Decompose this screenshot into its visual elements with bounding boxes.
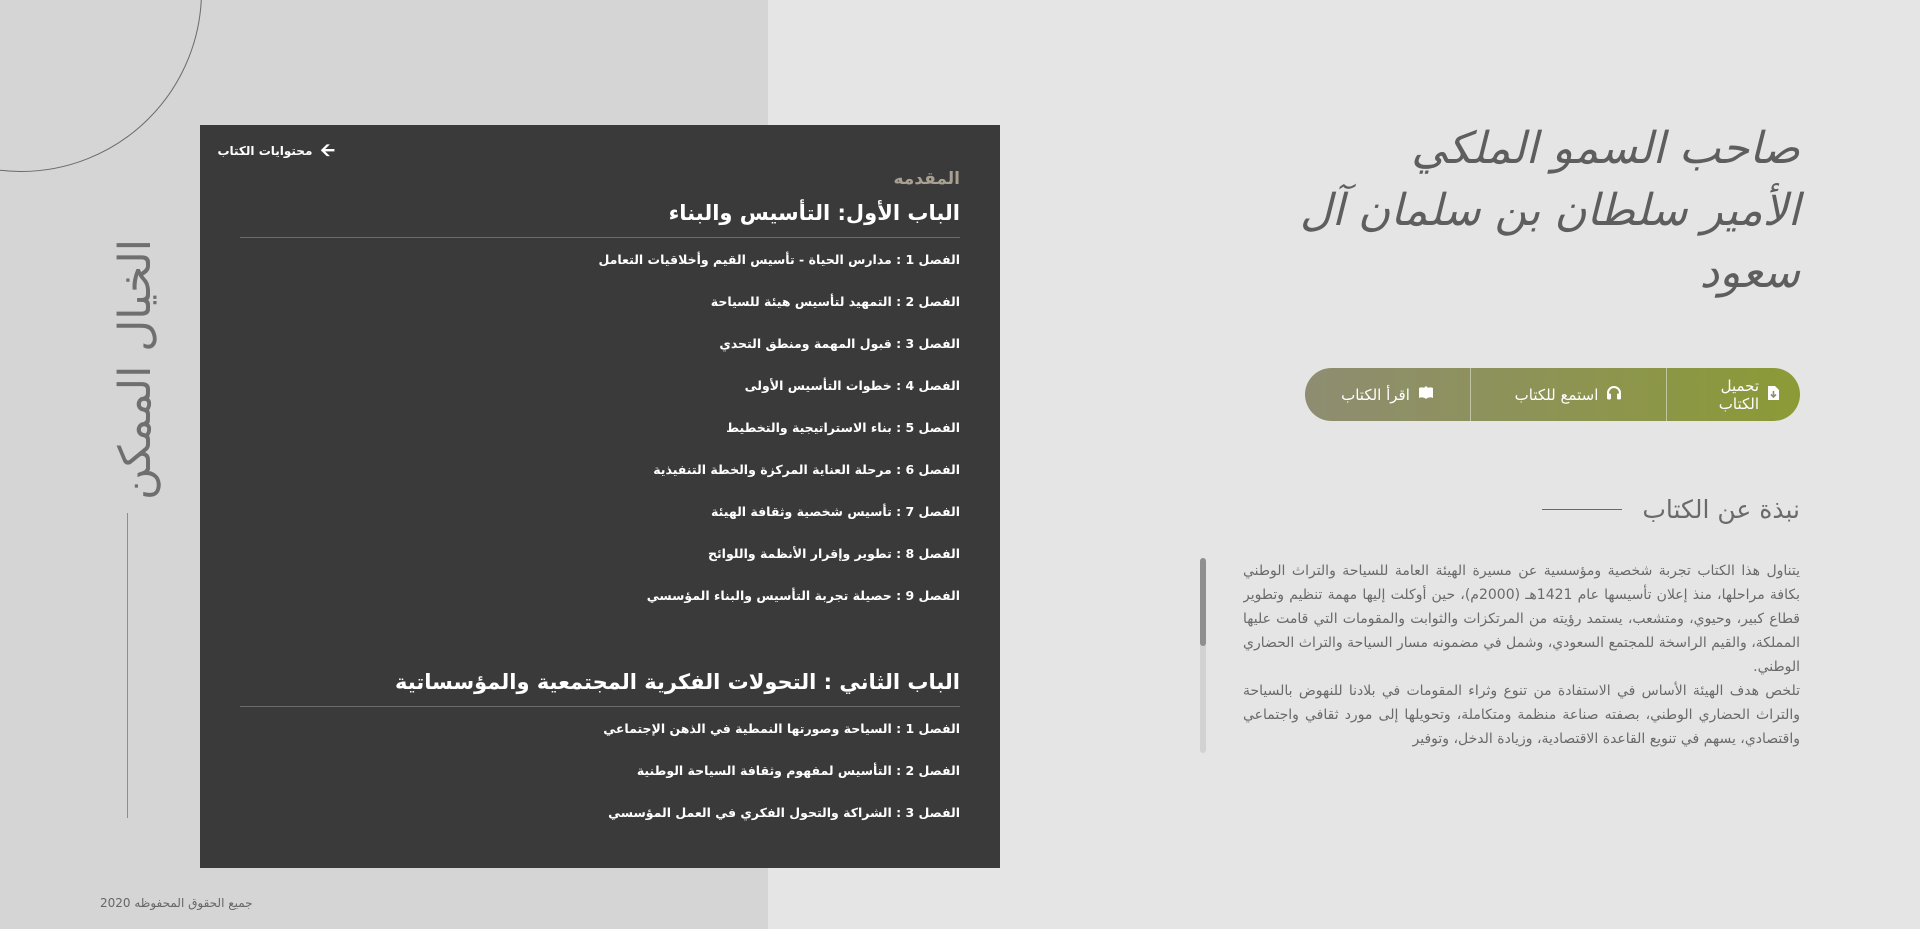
scrollbar-thumb[interactable] [1200, 558, 1206, 646]
part-2-title[interactable]: الباب الثاني : التحولات الفكرية المجتمعية والمؤسساتية [395, 670, 960, 694]
headphones-icon [1606, 385, 1622, 404]
author-title-line2: الأمير سلطان بن سلمان آل سعود [1299, 185, 1800, 298]
chapter-link[interactable]: الفصل 9 : حصيلة تجربة التأسيس والبناء المؤسسي [646, 588, 960, 603]
about-heading [1542, 495, 1800, 524]
chapter-link[interactable]: الفصل 3 : قبول المهمة ومنطق التحدي [719, 336, 960, 351]
copyright-text: جميع الحقوق المحفوظه 2020 [100, 896, 253, 910]
chapter-link[interactable]: الفصل 8 : تطوير وإقرار الأنظمة واللوائح [707, 546, 960, 561]
author-title-line1: صاحب السمو الملكي [1411, 123, 1800, 174]
book-title-text: الخيال الممكن [109, 238, 161, 500]
part-spacer [240, 630, 960, 670]
chapter-link[interactable]: الفصل 1 : مدارس الحياة - تأسيس القيم وأخلاقيات التعامل [598, 252, 960, 267]
chapter-link[interactable]: الفصل 2 : التأسيس لمفهوم وثقافة السياحة الوطنية [636, 763, 960, 778]
about-text [1243, 559, 1800, 755]
author-title [1200, 118, 1800, 304]
about-paragraph: يتناول هذا الكتاب تجربة شخصية ومؤسسية عن مسيرة الهيئة العامة للسياحة والتراث الوطني بكافة مراحلها، منذ إعلان تأسيسها عام 1421هـ (2000م)، حين أوكلت إليها مهمة تنظيم وتطوير قطاع كبير، وحيوي، ومتشعب، يستمد رؤيته من المرتكزات والثوابت والمقومات التي قامت عليها المملكة، والقيم الراسخة للمجتمع السعودي، وشمل في مضمونه مسار السياحة والتراث الحضاري الوطني. [1243, 563, 1800, 675]
book-actions-bar [1305, 368, 1800, 421]
listen-book-label: استمع للكتاب [1514, 385, 1599, 404]
read-book-button[interactable] [1305, 368, 1470, 421]
heading-line [1542, 509, 1622, 510]
chapter-link[interactable]: الفصل 7 : تأسيس شخصية وثقافة الهيئة [711, 504, 960, 519]
part-divider [240, 706, 960, 707]
chapter-link[interactable]: الفصل 4 : خطوات التأسيس الأولى [744, 378, 960, 393]
about-scrollbar[interactable] [1200, 558, 1206, 753]
read-book-label: اقرأ الكتاب [1341, 385, 1410, 404]
chapter-link[interactable]: الفصل 1 : السياحة وصورتها النمطية في الذهن الإجتماعي [603, 721, 960, 736]
arrow-left-icon: 🡨 [320, 140, 335, 161]
decorative-circle [0, 0, 202, 172]
about-paragraph: تلخص هدف الهيئة الأساس في الاستفادة من تنوع وثراء المقومات في بلادنا للنهوض بالسياحة والتراث الحضاري الوطني، بصفته صناعة منظمة ومتكاملة، وتحويلها إلى مورد ثقافي واجتماعي واقتصادي، يسهم في تنويع القاعدة الاقتصادية، وزيادة الدخل، وتوفير [1243, 683, 1800, 747]
toc-body [240, 169, 960, 847]
chapter-link[interactable]: الفصل 5 : بناء الاستراتيجية والتخطيط [726, 420, 960, 435]
chapter-link[interactable]: الفصل 6 : مرحلة العناية المركزة والخطة التنفيذية [653, 462, 960, 477]
part-divider [240, 237, 960, 238]
chapter-link[interactable]: الفصل 3 : الشراكة والتحول الفكري في العمل المؤسسي [608, 805, 960, 820]
file-download-icon [1767, 385, 1780, 405]
download-book-button[interactable] [1667, 368, 1800, 421]
toc-header-label: محتوايات الكتاب [217, 144, 313, 158]
book-title-vertical [95, 238, 175, 500]
vertical-divider [127, 513, 128, 818]
about-heading-text: نبذة عن الكتاب [1642, 495, 1800, 524]
table-of-contents-panel [200, 125, 1000, 868]
listen-book-button[interactable] [1470, 368, 1667, 421]
toc-intro-link[interactable]: المقدمه [893, 169, 960, 189]
chapter-link[interactable]: الفصل 2 : التمهيد لتأسيس هيئة للسياحة [710, 294, 960, 309]
open-book-icon [1418, 386, 1434, 404]
toc-back-link[interactable] [217, 142, 335, 160]
part-1-title[interactable]: الباب الأول: التأسيس والبناء [668, 201, 960, 225]
download-book-label: تحميل الكتاب [1718, 376, 1759, 413]
